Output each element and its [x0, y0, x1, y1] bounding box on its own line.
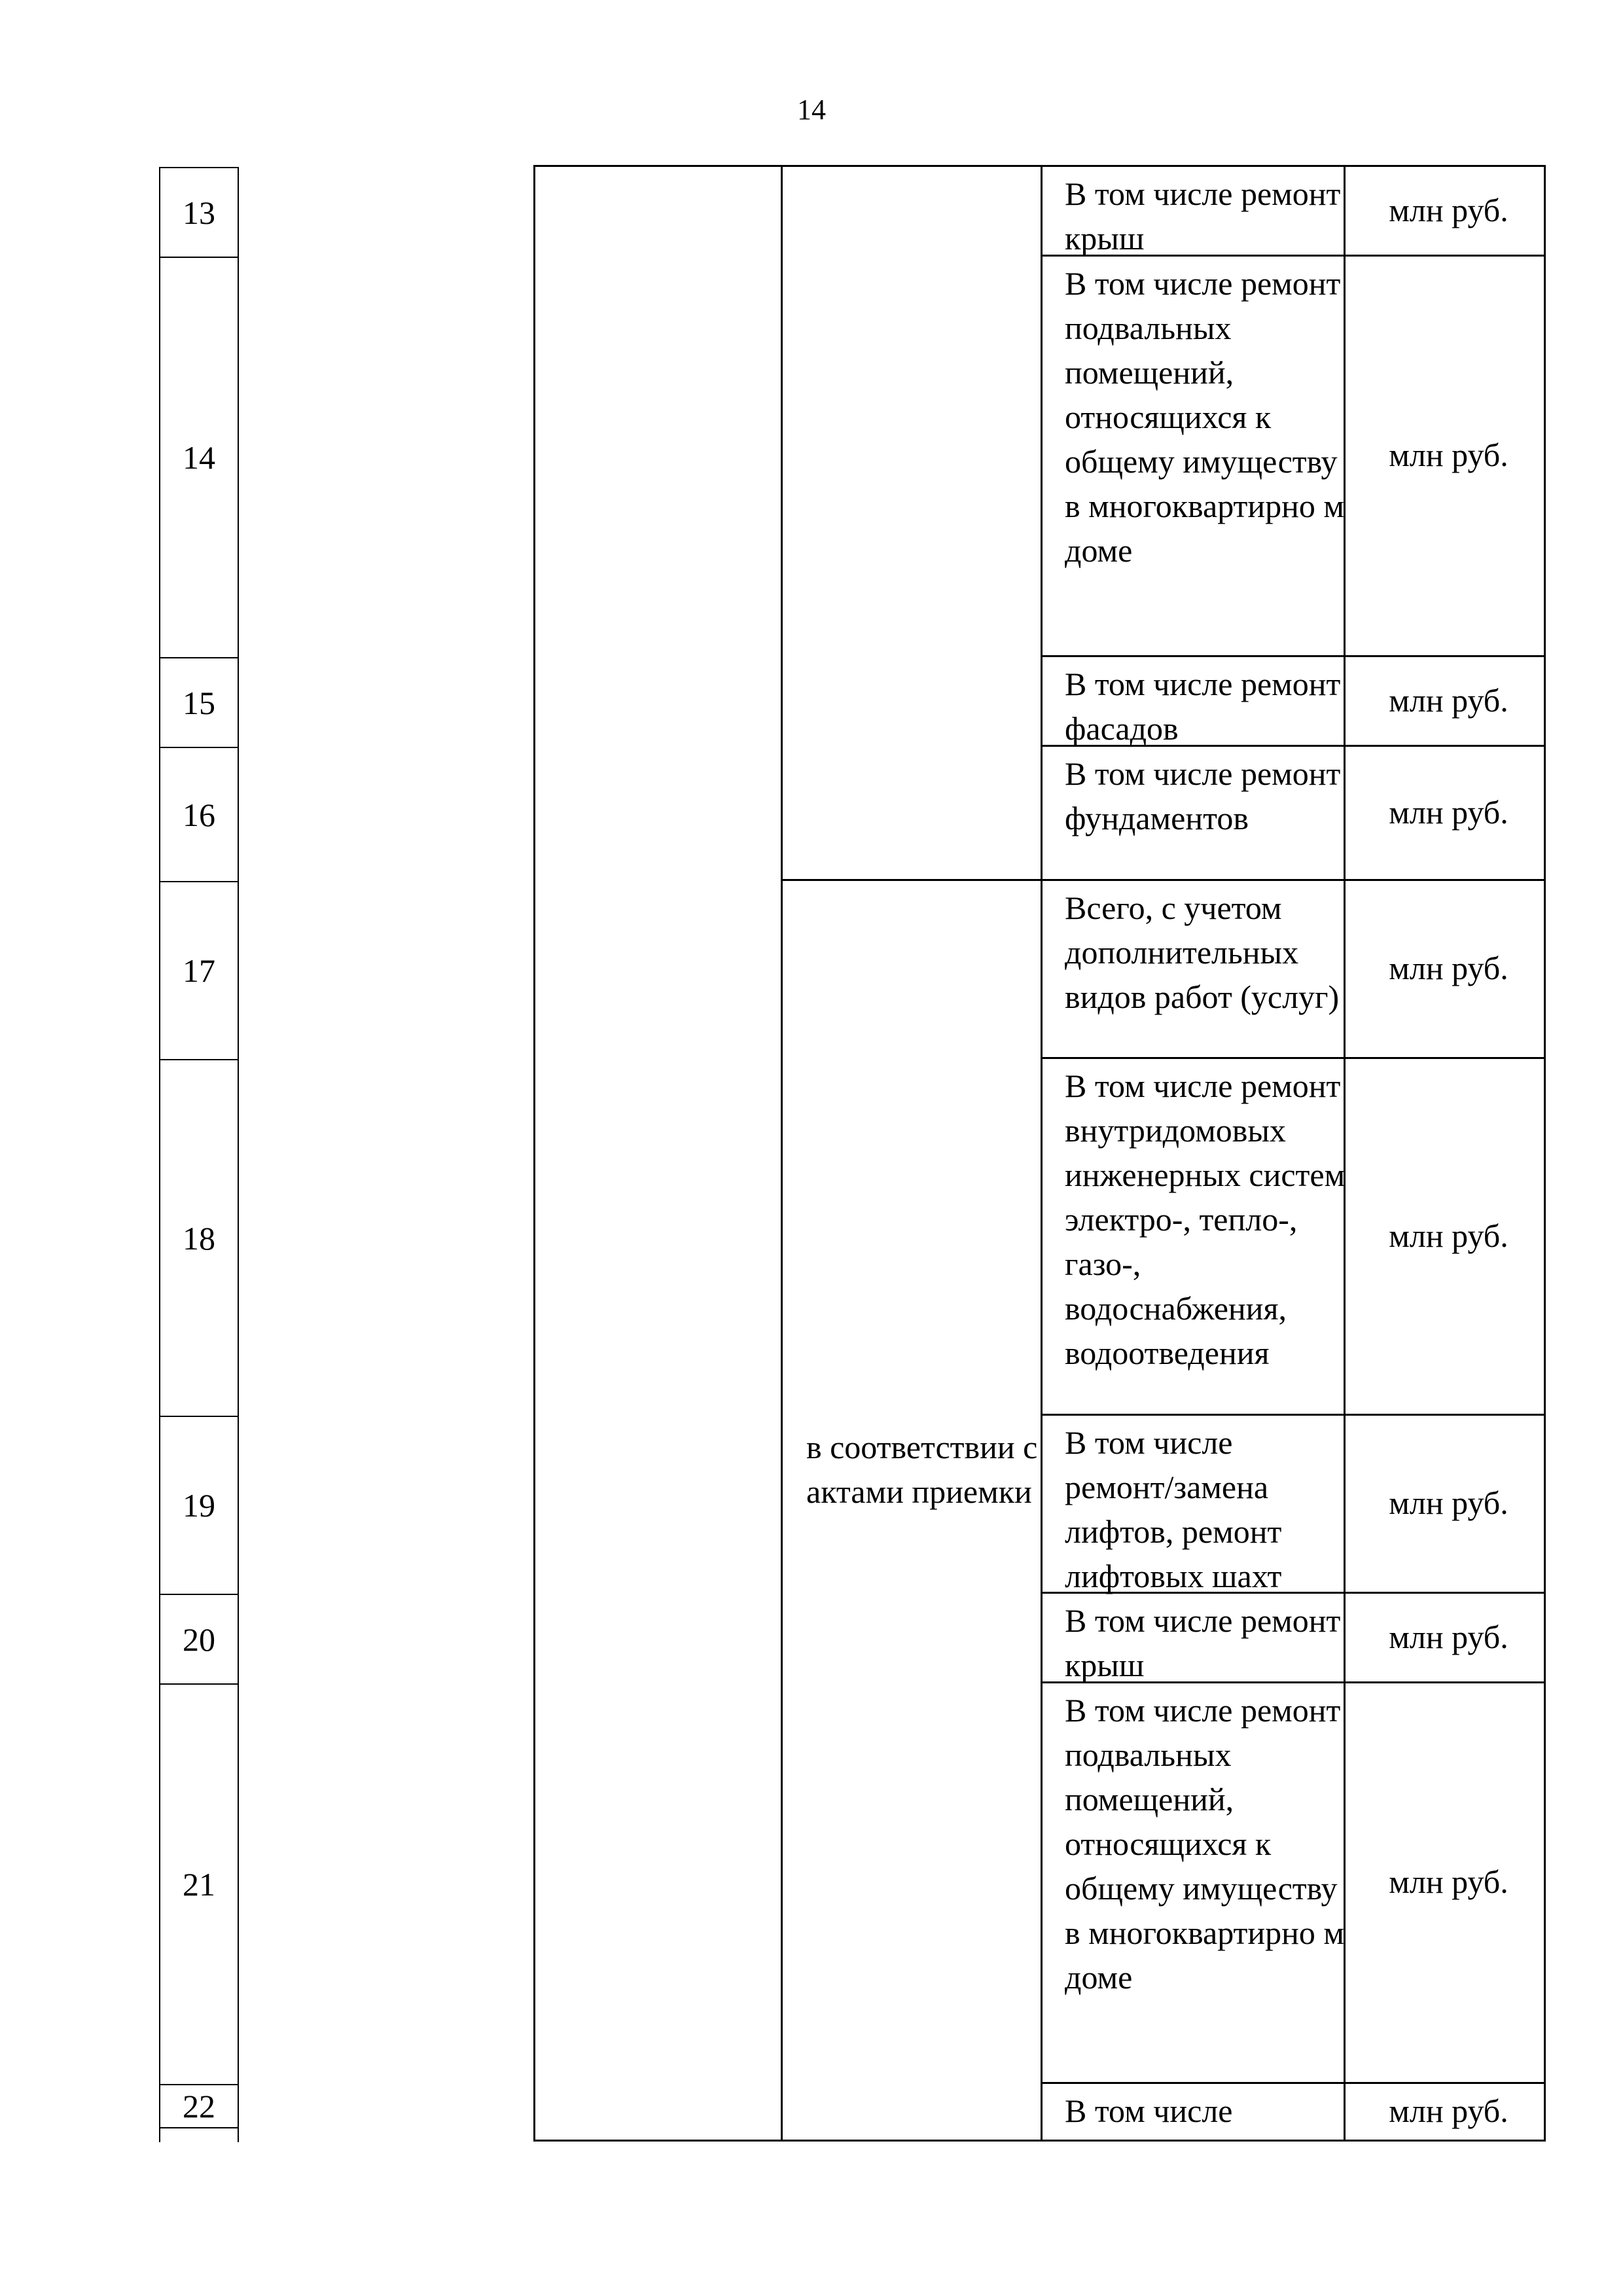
row-number: 13	[159, 167, 239, 257]
row-description: В том числе ремонт подвальных помещений, относящихся к общему имуществу в многоквартирно м доме	[1065, 1692, 1345, 1996]
row-unit: млн руб.	[1389, 950, 1508, 986]
table-border	[533, 165, 535, 2142]
row-description: В том числе ремонт/замена лифтов, ремонт лифтовых шахт	[1065, 1424, 1282, 1594]
row-unit: млн руб.	[1389, 2092, 1508, 2129]
main-table	[533, 165, 1546, 2142]
row-number-column	[159, 167, 239, 2142]
row-description: В том числе	[1065, 2092, 1233, 2129]
row-description: Всего, с учетом дополнительных видов работ (услуг)	[1065, 889, 1340, 1015]
row-description: В том числе ремонт фасадов	[1065, 666, 1341, 747]
row-number: 18	[159, 1059, 239, 1416]
row-number: 21	[159, 1683, 239, 2084]
row-description: В том числе ремонт подвальных помещений, относящихся к общему имуществу в многоквартирно м доме	[1065, 265, 1345, 569]
row-number: 16	[159, 747, 239, 881]
table-border	[1041, 165, 1043, 2142]
row-description: В том числе ремонт фундаментов	[1065, 755, 1341, 836]
row-unit: млн руб.	[1389, 681, 1508, 719]
row-description: В том числе ремонт внутридомовых инженерных систем электро-, тепло-, газо-, водоснабжения, водоотведения	[1065, 1067, 1346, 1371]
group-label: в соответствии с актами приемки	[806, 1429, 1038, 1510]
row-number: 14	[159, 257, 239, 657]
row-unit: млн руб.	[1389, 437, 1508, 473]
row-number: 15	[159, 657, 239, 747]
row-number: 17	[159, 881, 239, 1059]
row-unit: млн руб.	[1389, 1618, 1508, 1655]
row-description: В том числе ремонт крыш	[1065, 175, 1341, 257]
row-unit: млн руб.	[1389, 191, 1508, 228]
table-border	[533, 2140, 1546, 2142]
page-number: 14	[797, 94, 826, 126]
row-unit: млн руб.	[1389, 1863, 1508, 1900]
row-unit: млн руб.	[1389, 1217, 1508, 1254]
row-description: В том числе ремонт крыш	[1065, 1602, 1341, 1683]
row-number: 20	[159, 1594, 239, 1683]
row-number: 19	[159, 1416, 239, 1594]
row-unit: млн руб.	[1389, 793, 1508, 831]
table-border	[781, 165, 783, 2142]
row-number: 22	[159, 2084, 239, 2128]
row-unit: млн руб.	[1389, 1484, 1508, 1521]
